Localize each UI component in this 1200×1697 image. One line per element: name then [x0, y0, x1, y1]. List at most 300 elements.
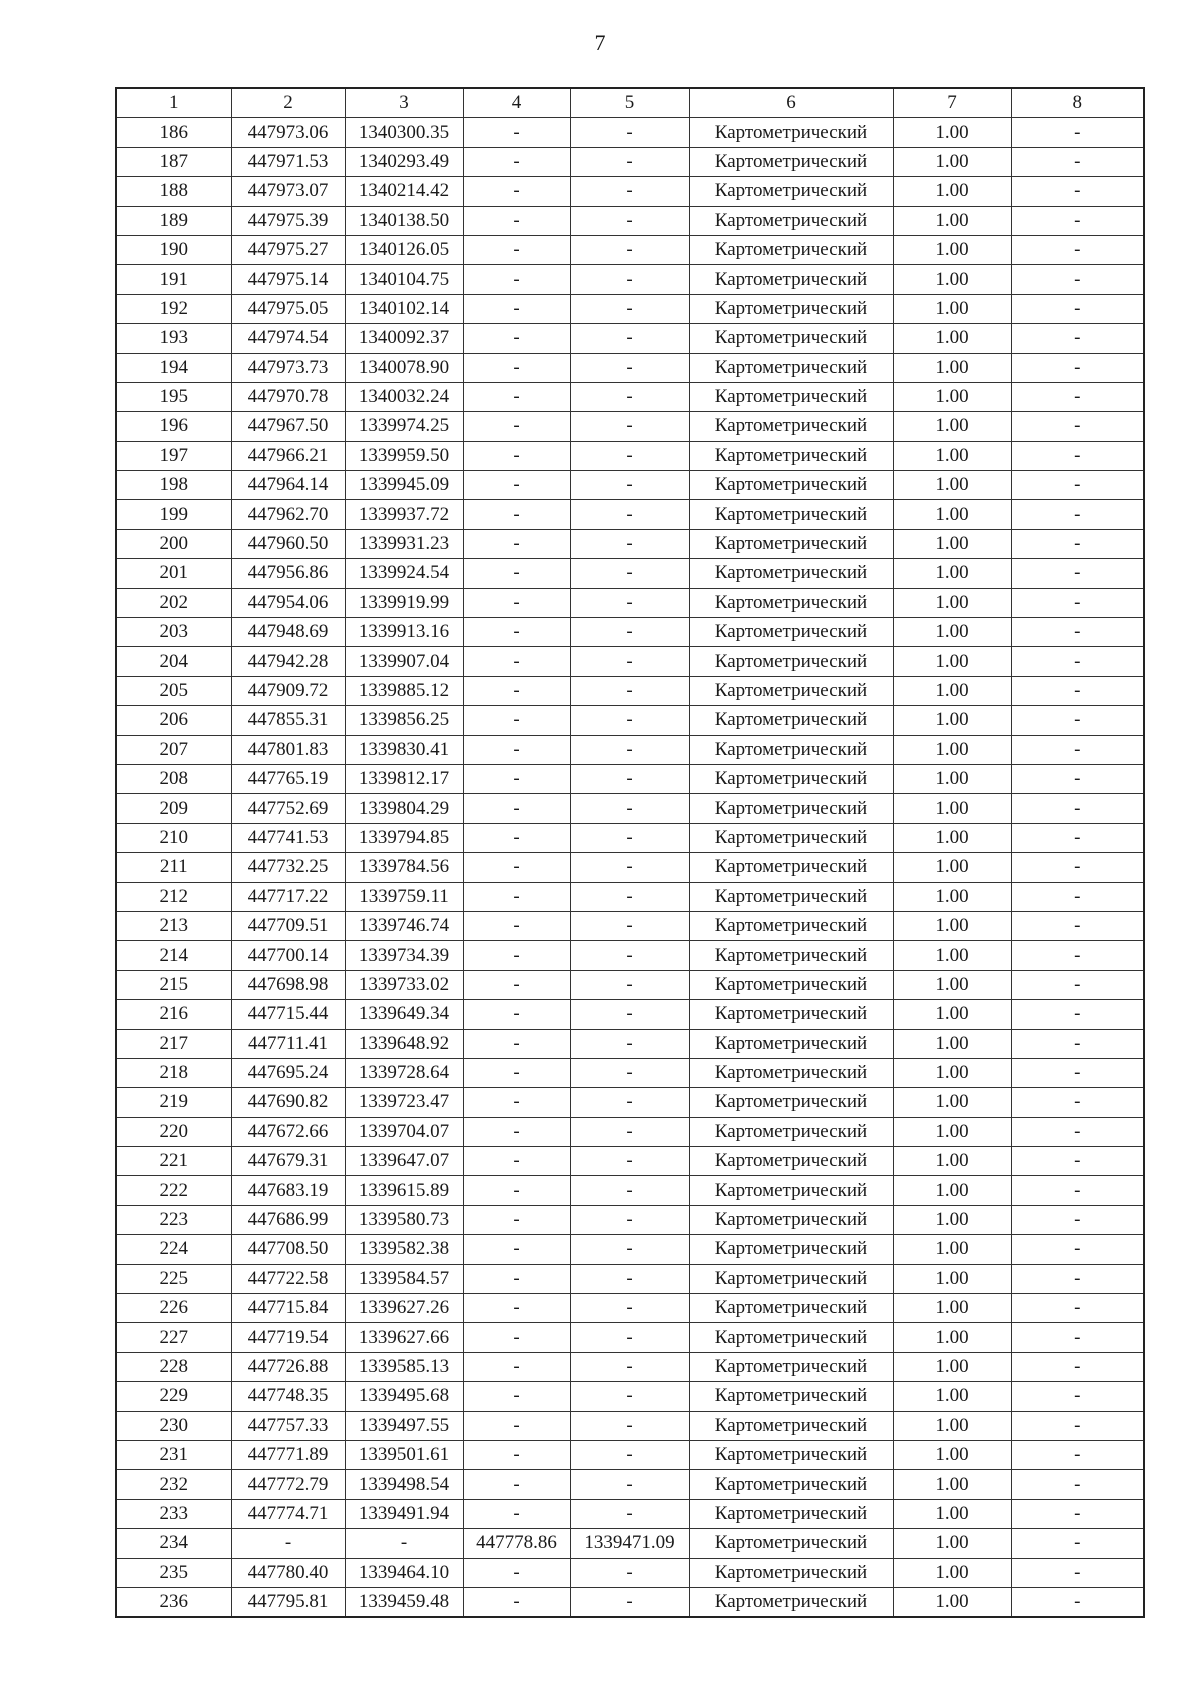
x-coordinate-cell: 447975.05	[231, 294, 345, 323]
point-number-cell: 191	[116, 265, 231, 294]
y-coordinate-cell: 1339733.02	[345, 970, 463, 999]
y-coordinate-cell: 1339728.64	[345, 1058, 463, 1087]
accuracy-cell: 1.00	[893, 764, 1011, 793]
y-coordinate-cell: 1339812.17	[345, 764, 463, 793]
y-coordinate-cell: 1339704.07	[345, 1117, 463, 1146]
x-coordinate-cell: 447954.06	[231, 588, 345, 617]
accuracy-cell: 1.00	[893, 471, 1011, 500]
x-new-cell: -	[463, 970, 570, 999]
y-new-cell: -	[570, 1470, 689, 1499]
y-new-cell: -	[570, 794, 689, 823]
point-number-cell: 219	[116, 1088, 231, 1117]
accuracy-cell: 1.00	[893, 1029, 1011, 1058]
x-coordinate-cell: 447967.50	[231, 412, 345, 441]
notes-cell: -	[1011, 706, 1144, 735]
y-coordinate-cell: 1339501.61	[345, 1440, 463, 1469]
accuracy-cell: 1.00	[893, 618, 1011, 647]
y-new-cell: -	[570, 324, 689, 353]
x-coordinate-cell: 447672.66	[231, 1117, 345, 1146]
y-coordinate-cell: 1339907.04	[345, 647, 463, 676]
notes-cell: -	[1011, 206, 1144, 235]
point-number-cell: 200	[116, 529, 231, 558]
y-new-cell: -	[570, 764, 689, 793]
x-new-cell: -	[463, 353, 570, 382]
accuracy-cell: 1.00	[893, 177, 1011, 206]
x-coordinate-cell: 447801.83	[231, 735, 345, 764]
accuracy-cell: 1.00	[893, 324, 1011, 353]
x-coordinate-cell: 447942.28	[231, 647, 345, 676]
x-new-cell: -	[463, 1264, 570, 1293]
accuracy-cell: 1.00	[893, 1117, 1011, 1146]
x-coordinate-cell: 447748.35	[231, 1382, 345, 1411]
table-row	[116, 294, 1144, 323]
y-new-cell: -	[570, 1499, 689, 1528]
notes-cell: -	[1011, 559, 1144, 588]
x-coordinate-cell: 447698.98	[231, 970, 345, 999]
y-new-cell: -	[570, 206, 689, 235]
accuracy-cell: 1.00	[893, 1499, 1011, 1528]
y-new-cell: -	[570, 882, 689, 911]
x-new-cell: -	[463, 676, 570, 705]
y-new-cell: -	[570, 265, 689, 294]
x-new-cell: -	[463, 118, 570, 147]
x-coordinate-cell: 447757.33	[231, 1411, 345, 1440]
notes-cell: -	[1011, 970, 1144, 999]
accuracy-cell: 1.00	[893, 735, 1011, 764]
y-coordinate-cell: 1340102.14	[345, 294, 463, 323]
y-new-cell: -	[570, 1235, 689, 1264]
notes-cell: -	[1011, 764, 1144, 793]
point-number-cell: 188	[116, 177, 231, 206]
x-coordinate-cell: 447974.54	[231, 324, 345, 353]
notes-cell: -	[1011, 382, 1144, 411]
notes-cell: -	[1011, 1235, 1144, 1264]
x-new-cell: -	[463, 1499, 570, 1528]
y-coordinate-cell: 1339495.68	[345, 1382, 463, 1411]
y-new-cell: -	[570, 1264, 689, 1293]
accuracy-cell: 1.00	[893, 1235, 1011, 1264]
method-cell: Картометрический	[689, 1117, 893, 1146]
x-new-cell: -	[463, 1352, 570, 1381]
accuracy-cell: 1.00	[893, 382, 1011, 411]
table-row	[116, 794, 1144, 823]
point-number-cell: 189	[116, 206, 231, 235]
table-row	[116, 441, 1144, 470]
x-new-cell: -	[463, 1294, 570, 1323]
y-new-cell: -	[570, 471, 689, 500]
notes-cell: -	[1011, 1411, 1144, 1440]
x-new-cell: 447778.86	[463, 1529, 570, 1558]
table-row	[116, 941, 1144, 970]
table-row	[116, 911, 1144, 940]
notes-cell: -	[1011, 1499, 1144, 1528]
method-cell: Картометрический	[689, 941, 893, 970]
notes-cell: -	[1011, 412, 1144, 441]
table-row	[116, 1382, 1144, 1411]
y-coordinate-cell: 1339723.47	[345, 1088, 463, 1117]
table-row	[116, 647, 1144, 676]
x-new-cell: -	[463, 618, 570, 647]
notes-cell: -	[1011, 882, 1144, 911]
method-cell: Картометрический	[689, 1294, 893, 1323]
point-number-cell: 199	[116, 500, 231, 529]
y-coordinate-cell: 1339649.34	[345, 1000, 463, 1029]
x-coordinate-cell: 447948.69	[231, 618, 345, 647]
y-new-cell: -	[570, 1000, 689, 1029]
y-new-cell: -	[570, 294, 689, 323]
method-cell: Картометрический	[689, 1029, 893, 1058]
method-cell: Картометрический	[689, 735, 893, 764]
column-header: 6	[689, 88, 893, 118]
point-number-cell: 212	[116, 882, 231, 911]
x-coordinate-cell: 447709.51	[231, 911, 345, 940]
table-row	[116, 353, 1144, 382]
y-new-cell: -	[570, 853, 689, 882]
accuracy-cell: 1.00	[893, 294, 1011, 323]
notes-cell: -	[1011, 177, 1144, 206]
accuracy-cell: 1.00	[893, 412, 1011, 441]
x-coordinate-cell: 447962.70	[231, 500, 345, 529]
point-number-cell: 193	[116, 324, 231, 353]
method-cell: Картометрический	[689, 265, 893, 294]
x-coordinate-cell: 447772.79	[231, 1470, 345, 1499]
notes-cell: -	[1011, 1440, 1144, 1469]
x-coordinate-cell: 447956.86	[231, 559, 345, 588]
accuracy-cell: 1.00	[893, 559, 1011, 588]
point-number-cell: 195	[116, 382, 231, 411]
x-coordinate-cell: 447679.31	[231, 1147, 345, 1176]
method-cell: Картометрический	[689, 970, 893, 999]
x-coordinate-cell: -	[231, 1529, 345, 1558]
y-coordinate-cell: 1339784.56	[345, 853, 463, 882]
accuracy-cell: 1.00	[893, 1205, 1011, 1234]
y-coordinate-cell: 1339830.41	[345, 735, 463, 764]
y-new-cell: -	[570, 118, 689, 147]
accuracy-cell: 1.00	[893, 1147, 1011, 1176]
notes-cell: -	[1011, 1000, 1144, 1029]
x-new-cell: -	[463, 588, 570, 617]
method-cell: Картометрический	[689, 294, 893, 323]
method-cell: Картометрический	[689, 1176, 893, 1205]
accuracy-cell: 1.00	[893, 1382, 1011, 1411]
method-cell: Картометрический	[689, 147, 893, 176]
method-cell: Картометрический	[689, 1558, 893, 1587]
method-cell: Картометрический	[689, 823, 893, 852]
table-row	[116, 1147, 1144, 1176]
y-new-cell: -	[570, 1382, 689, 1411]
accuracy-cell: 1.00	[893, 970, 1011, 999]
method-cell: Картометрический	[689, 441, 893, 470]
point-number-cell: 204	[116, 647, 231, 676]
x-new-cell: -	[463, 794, 570, 823]
table-row	[116, 735, 1144, 764]
notes-cell: -	[1011, 853, 1144, 882]
table-row	[116, 1058, 1144, 1087]
table-row	[116, 382, 1144, 411]
table-row	[116, 588, 1144, 617]
method-cell: Картометрический	[689, 529, 893, 558]
notes-cell: -	[1011, 1088, 1144, 1117]
accuracy-cell: 1.00	[893, 1088, 1011, 1117]
y-coordinate-cell: 1339931.23	[345, 529, 463, 558]
point-number-cell: 186	[116, 118, 231, 147]
accuracy-cell: 1.00	[893, 1323, 1011, 1352]
table-row	[116, 1176, 1144, 1205]
accuracy-cell: 1.00	[893, 265, 1011, 294]
x-new-cell: -	[463, 647, 570, 676]
point-number-cell: 233	[116, 1499, 231, 1528]
x-new-cell: -	[463, 500, 570, 529]
notes-cell: -	[1011, 353, 1144, 382]
x-new-cell: -	[463, 324, 570, 353]
x-coordinate-cell: 447690.82	[231, 1088, 345, 1117]
x-coordinate-cell: 447975.14	[231, 265, 345, 294]
table-body	[116, 118, 1144, 1617]
point-number-cell: 194	[116, 353, 231, 382]
table-row	[116, 471, 1144, 500]
x-new-cell: -	[463, 1117, 570, 1146]
y-coordinate-cell: 1339856.25	[345, 706, 463, 735]
accuracy-cell: 1.00	[893, 1000, 1011, 1029]
point-number-cell: 215	[116, 970, 231, 999]
point-number-cell: 214	[116, 941, 231, 970]
y-new-cell: -	[570, 823, 689, 852]
y-new-cell: 1339471.09	[570, 1529, 689, 1558]
method-cell: Картометрический	[689, 1440, 893, 1469]
point-number-cell: 235	[116, 1558, 231, 1587]
y-coordinate-cell: 1340214.42	[345, 177, 463, 206]
point-number-cell: 234	[116, 1529, 231, 1558]
y-new-cell: -	[570, 941, 689, 970]
notes-cell: -	[1011, 1382, 1144, 1411]
table-row	[116, 500, 1144, 529]
y-coordinate-cell: 1340092.37	[345, 324, 463, 353]
x-coordinate-cell: 447722.58	[231, 1264, 345, 1293]
y-new-cell: -	[570, 647, 689, 676]
y-new-cell: -	[570, 147, 689, 176]
x-new-cell: -	[463, 1382, 570, 1411]
method-cell: Картометрический	[689, 1323, 893, 1352]
x-new-cell: -	[463, 235, 570, 264]
x-new-cell: -	[463, 441, 570, 470]
y-coordinate-cell: 1339924.54	[345, 559, 463, 588]
accuracy-cell: 1.00	[893, 118, 1011, 147]
method-cell: Картометрический	[689, 177, 893, 206]
y-coordinate-cell: 1339584.57	[345, 1264, 463, 1293]
x-new-cell: -	[463, 1558, 570, 1587]
y-coordinate-cell: 1339959.50	[345, 441, 463, 470]
notes-cell: -	[1011, 1529, 1144, 1558]
y-new-cell: -	[570, 1176, 689, 1205]
y-new-cell: -	[570, 529, 689, 558]
accuracy-cell: 1.00	[893, 1058, 1011, 1087]
accuracy-cell: 1.00	[893, 882, 1011, 911]
x-new-cell: -	[463, 911, 570, 940]
x-coordinate-cell: 447700.14	[231, 941, 345, 970]
table-row	[116, 1529, 1144, 1558]
method-cell: Картометрический	[689, 764, 893, 793]
x-coordinate-cell: 447695.24	[231, 1058, 345, 1087]
point-number-cell: 218	[116, 1058, 231, 1087]
notes-cell: -	[1011, 1058, 1144, 1087]
method-cell: Картометрический	[689, 1382, 893, 1411]
y-coordinate-cell: 1339647.07	[345, 1147, 463, 1176]
y-new-cell: -	[570, 706, 689, 735]
notes-cell: -	[1011, 324, 1144, 353]
method-cell: Картометрический	[689, 1499, 893, 1528]
notes-cell: -	[1011, 1264, 1144, 1293]
y-coordinate-cell: 1339580.73	[345, 1205, 463, 1234]
y-new-cell: -	[570, 1411, 689, 1440]
table-row	[116, 1117, 1144, 1146]
y-coordinate-cell: 1339746.74	[345, 911, 463, 940]
accuracy-cell: 1.00	[893, 1294, 1011, 1323]
accuracy-cell: 1.00	[893, 353, 1011, 382]
y-coordinate-cell: 1339627.66	[345, 1323, 463, 1352]
notes-cell: -	[1011, 265, 1144, 294]
point-number-cell: 208	[116, 764, 231, 793]
x-new-cell: -	[463, 147, 570, 176]
accuracy-cell: 1.00	[893, 500, 1011, 529]
x-new-cell: -	[463, 177, 570, 206]
x-new-cell: -	[463, 882, 570, 911]
x-new-cell: -	[463, 823, 570, 852]
accuracy-cell: 1.00	[893, 1176, 1011, 1205]
column-header: 7	[893, 88, 1011, 118]
method-cell: Картометрический	[689, 1411, 893, 1440]
notes-cell: -	[1011, 823, 1144, 852]
table-row	[116, 1352, 1144, 1381]
x-coordinate-cell: 447732.25	[231, 853, 345, 882]
column-header: 8	[1011, 88, 1144, 118]
method-cell: Картометрический	[689, 118, 893, 147]
y-new-cell: -	[570, 1440, 689, 1469]
y-coordinate-cell: 1339804.29	[345, 794, 463, 823]
point-number-cell: 231	[116, 1440, 231, 1469]
x-new-cell: -	[463, 382, 570, 411]
y-new-cell: -	[570, 618, 689, 647]
point-number-cell: 187	[116, 147, 231, 176]
method-cell: Картометрический	[689, 353, 893, 382]
method-cell: Картометрический	[689, 1264, 893, 1293]
y-new-cell: -	[570, 1323, 689, 1352]
table-row	[116, 1088, 1144, 1117]
x-coordinate-cell: 447717.22	[231, 882, 345, 911]
table-row	[116, 265, 1144, 294]
y-coordinate-cell: 1339919.99	[345, 588, 463, 617]
y-new-cell: -	[570, 382, 689, 411]
x-new-cell: -	[463, 1323, 570, 1352]
method-cell: Картометрический	[689, 412, 893, 441]
accuracy-cell: 1.00	[893, 794, 1011, 823]
notes-cell: -	[1011, 1323, 1144, 1352]
method-cell: Картометрический	[689, 647, 893, 676]
y-new-cell: -	[570, 1058, 689, 1087]
y-new-cell: -	[570, 1205, 689, 1234]
method-cell: Картометрический	[689, 1147, 893, 1176]
column-header: 5	[570, 88, 689, 118]
table-row	[116, 853, 1144, 882]
accuracy-cell: 1.00	[893, 647, 1011, 676]
x-new-cell: -	[463, 1587, 570, 1617]
x-coordinate-cell: 447973.06	[231, 118, 345, 147]
notes-cell: -	[1011, 471, 1144, 500]
y-new-cell: -	[570, 588, 689, 617]
x-new-cell: -	[463, 1205, 570, 1234]
y-coordinate-cell: 1339459.48	[345, 1587, 463, 1617]
x-new-cell: -	[463, 1411, 570, 1440]
method-cell: Картометрический	[689, 618, 893, 647]
method-cell: Картометрический	[689, 235, 893, 264]
notes-cell: -	[1011, 676, 1144, 705]
accuracy-cell: 1.00	[893, 1352, 1011, 1381]
point-number-cell: 198	[116, 471, 231, 500]
table-row	[116, 1558, 1144, 1587]
y-new-cell: -	[570, 676, 689, 705]
point-number-cell: 196	[116, 412, 231, 441]
x-coordinate-cell: 447960.50	[231, 529, 345, 558]
table-row	[116, 1470, 1144, 1499]
table-row	[116, 1294, 1144, 1323]
x-coordinate-cell: 447975.39	[231, 206, 345, 235]
x-coordinate-cell: 447973.73	[231, 353, 345, 382]
table-row	[116, 147, 1144, 176]
y-coordinate-cell: 1340293.49	[345, 147, 463, 176]
accuracy-cell: 1.00	[893, 1558, 1011, 1587]
method-cell: Картометрический	[689, 676, 893, 705]
y-new-cell: -	[570, 353, 689, 382]
point-number-cell: 228	[116, 1352, 231, 1381]
method-cell: Картометрический	[689, 1529, 893, 1558]
notes-cell: -	[1011, 1587, 1144, 1617]
point-number-cell: 211	[116, 853, 231, 882]
x-new-cell: -	[463, 471, 570, 500]
notes-cell: -	[1011, 500, 1144, 529]
notes-cell: -	[1011, 941, 1144, 970]
table-row	[116, 412, 1144, 441]
point-number-cell: 221	[116, 1147, 231, 1176]
x-coordinate-cell: 447774.71	[231, 1499, 345, 1528]
notes-cell: -	[1011, 735, 1144, 764]
table-row	[116, 1029, 1144, 1058]
table-row	[116, 177, 1144, 206]
method-cell: Картометрический	[689, 1088, 893, 1117]
y-coordinate-cell: 1340126.05	[345, 235, 463, 264]
accuracy-cell: 1.00	[893, 1264, 1011, 1293]
method-cell: Картометрический	[689, 324, 893, 353]
y-coordinate-cell: 1339945.09	[345, 471, 463, 500]
coordinates-table	[115, 87, 1145, 1618]
x-coordinate-cell: 447752.69	[231, 794, 345, 823]
x-coordinate-cell: 447970.78	[231, 382, 345, 411]
point-number-cell: 192	[116, 294, 231, 323]
accuracy-cell: 1.00	[893, 911, 1011, 940]
y-coordinate-cell: 1339794.85	[345, 823, 463, 852]
x-coordinate-cell: 447765.19	[231, 764, 345, 793]
point-number-cell: 203	[116, 618, 231, 647]
point-number-cell: 230	[116, 1411, 231, 1440]
y-new-cell: -	[570, 970, 689, 999]
y-new-cell: -	[570, 177, 689, 206]
table-row	[116, 529, 1144, 558]
method-cell: Картометрический	[689, 794, 893, 823]
table-row	[116, 882, 1144, 911]
notes-cell: -	[1011, 911, 1144, 940]
y-coordinate-cell: 1339759.11	[345, 882, 463, 911]
table-row	[116, 1440, 1144, 1469]
x-coordinate-cell: 447711.41	[231, 1029, 345, 1058]
method-cell: Картометрический	[689, 853, 893, 882]
